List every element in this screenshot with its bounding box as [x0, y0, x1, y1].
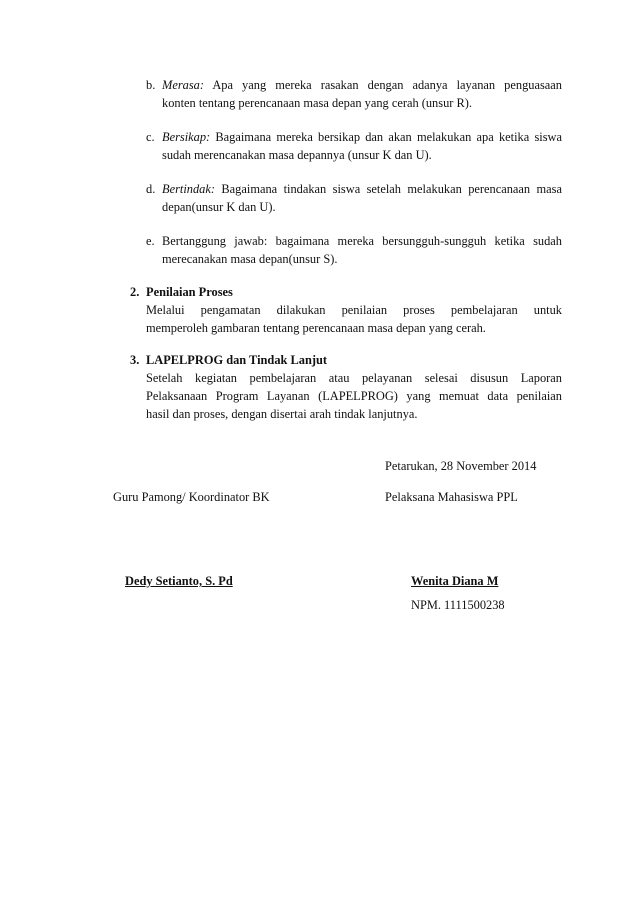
list-item-c [146, 128, 562, 164]
place-date: Petarukan, 28 November 2014 [385, 459, 537, 473]
list-marker: b. [146, 78, 156, 92]
section-penilaian-proses [130, 283, 562, 337]
list-text-line2: konten tentang perencanaan masa depan yang cerah (unsur R). [162, 96, 472, 110]
section-heading: Penilaian Proses [146, 285, 233, 299]
left-signer-name: Dedy Setianto, S. Pd [125, 574, 233, 588]
paragraph-line: memperoleh gambaran tentang perencanaan masa depan yang cerah. [146, 321, 486, 335]
paragraph-line: Setelah kegiatan pembelajaran atau pelayanan selesai disusun Laporan [146, 371, 562, 385]
list-text-line2: merecanakan masa depan(unsur S). [162, 252, 338, 266]
section-paragraph [146, 301, 562, 337]
right-signer-name: Wenita Diana M [411, 574, 499, 588]
right-signer-id: NPM. 1111500238 [411, 598, 505, 612]
section-lapelprog [130, 351, 562, 423]
list-text-line1: Bertanggung jawab: bagaimana mereka bersungguh-sungguh ketika sudah [162, 234, 562, 248]
list-term: Bersikap: [162, 130, 211, 144]
paragraph-line: Melalui pengamatan dilakukan penilaian proses pembelajaran untuk [146, 303, 562, 317]
paragraph-line: hasil dan proses, dengan disertai arah tindak lanjutnya. [146, 407, 418, 421]
list-item-d [146, 180, 562, 216]
list-term: Merasa: [162, 78, 204, 92]
list-text-line2: sudah merencanakan masa depannya (unsur K dan U). [162, 148, 432, 162]
right-signer-role: Pelaksana Mahasiswa PPL [385, 490, 518, 504]
list-marker: e. [146, 234, 155, 248]
section-heading: LAPELPROG dan Tindak Lanjut [146, 353, 327, 367]
list-marker: d. [146, 182, 156, 196]
list-marker: c. [146, 130, 155, 144]
list-text-line1: Bagaimana tindakan siswa setelah melakukan perencanaan masa [221, 182, 562, 196]
list-text-line1: Apa yang mereka rasakan dengan adanya layanan penguasaan [212, 78, 562, 92]
section-number: 2. [130, 285, 140, 299]
list-text-line2: depan(unsur K dan U). [162, 200, 276, 214]
left-signer-role: Guru Pamong/ Koordinator BK [113, 490, 270, 504]
list-item-b [146, 76, 562, 112]
list-item-e [146, 232, 562, 268]
section-paragraph [146, 369, 562, 423]
paragraph-line: Pelaksanaan Program Layanan (LAPELPROG) yang memuat data penilaian [146, 389, 562, 403]
section-number: 3. [130, 353, 140, 367]
list-term: Bertindak: [162, 182, 215, 196]
list-text-line1: Bagaimana mereka bersikap dan akan melakukan apa ketika siswa [215, 130, 562, 144]
